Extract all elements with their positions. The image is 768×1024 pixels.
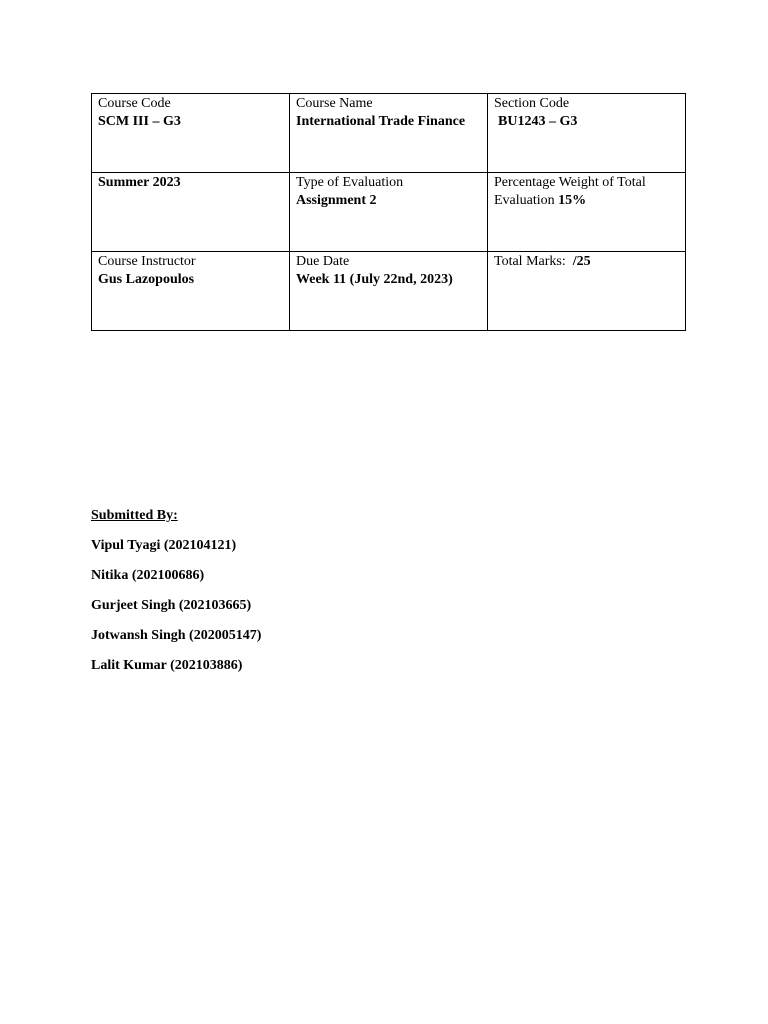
table-row [92,252,686,331]
submitted-by-section [91,507,261,687]
section-code-cell [488,94,686,173]
total-marks-value: /25 [572,254,591,269]
due-date-cell [290,252,488,331]
evaluation-type-cell [290,173,488,252]
weight-value: 15% [558,193,587,208]
list-item: Vipul Tyagi (202104121) [91,538,237,553]
list-item: Jotwansh Singh (202005147) [91,628,262,643]
submitted-by-heading: Submitted By: [91,508,178,523]
table-row [92,173,686,252]
course-name-cell [290,94,488,173]
list-item: Gurjeet Singh (202103665) [91,598,252,613]
section-code-value: BU1243 – G3 [498,114,578,129]
due-date-label: Due Date [296,254,350,269]
table-row [92,94,686,173]
instructor-value: Gus Lazopoulos [98,272,195,287]
weight-cell [488,173,686,252]
list-item: Nitika (202100686) [91,568,205,583]
course-name-label: Course Name [296,96,373,111]
instructor-label: Course Instructor [98,254,196,269]
term-value: Summer 2023 [98,175,181,190]
list-item: Lalit Kumar (202103886) [91,658,243,673]
course-name-value: International Trade Finance [296,114,466,129]
due-date-value: Week 11 (July 22nd, 2023) [296,272,453,287]
term-cell [92,173,290,252]
course-code-value: SCM III – G3 [98,114,181,129]
course-code-label: Course Code [98,96,171,111]
section-code-label: Section Code [494,96,570,111]
instructor-cell [92,252,290,331]
total-marks-label: Total Marks: [494,254,566,269]
course-info-table [91,93,686,331]
total-marks-cell [488,252,686,331]
course-code-cell [92,94,290,173]
weight-label: Percentage Weight of Total Evaluation [494,175,646,208]
evaluation-type-label: Type of Evaluation [296,175,404,190]
evaluation-type-value: Assignment 2 [296,193,377,208]
